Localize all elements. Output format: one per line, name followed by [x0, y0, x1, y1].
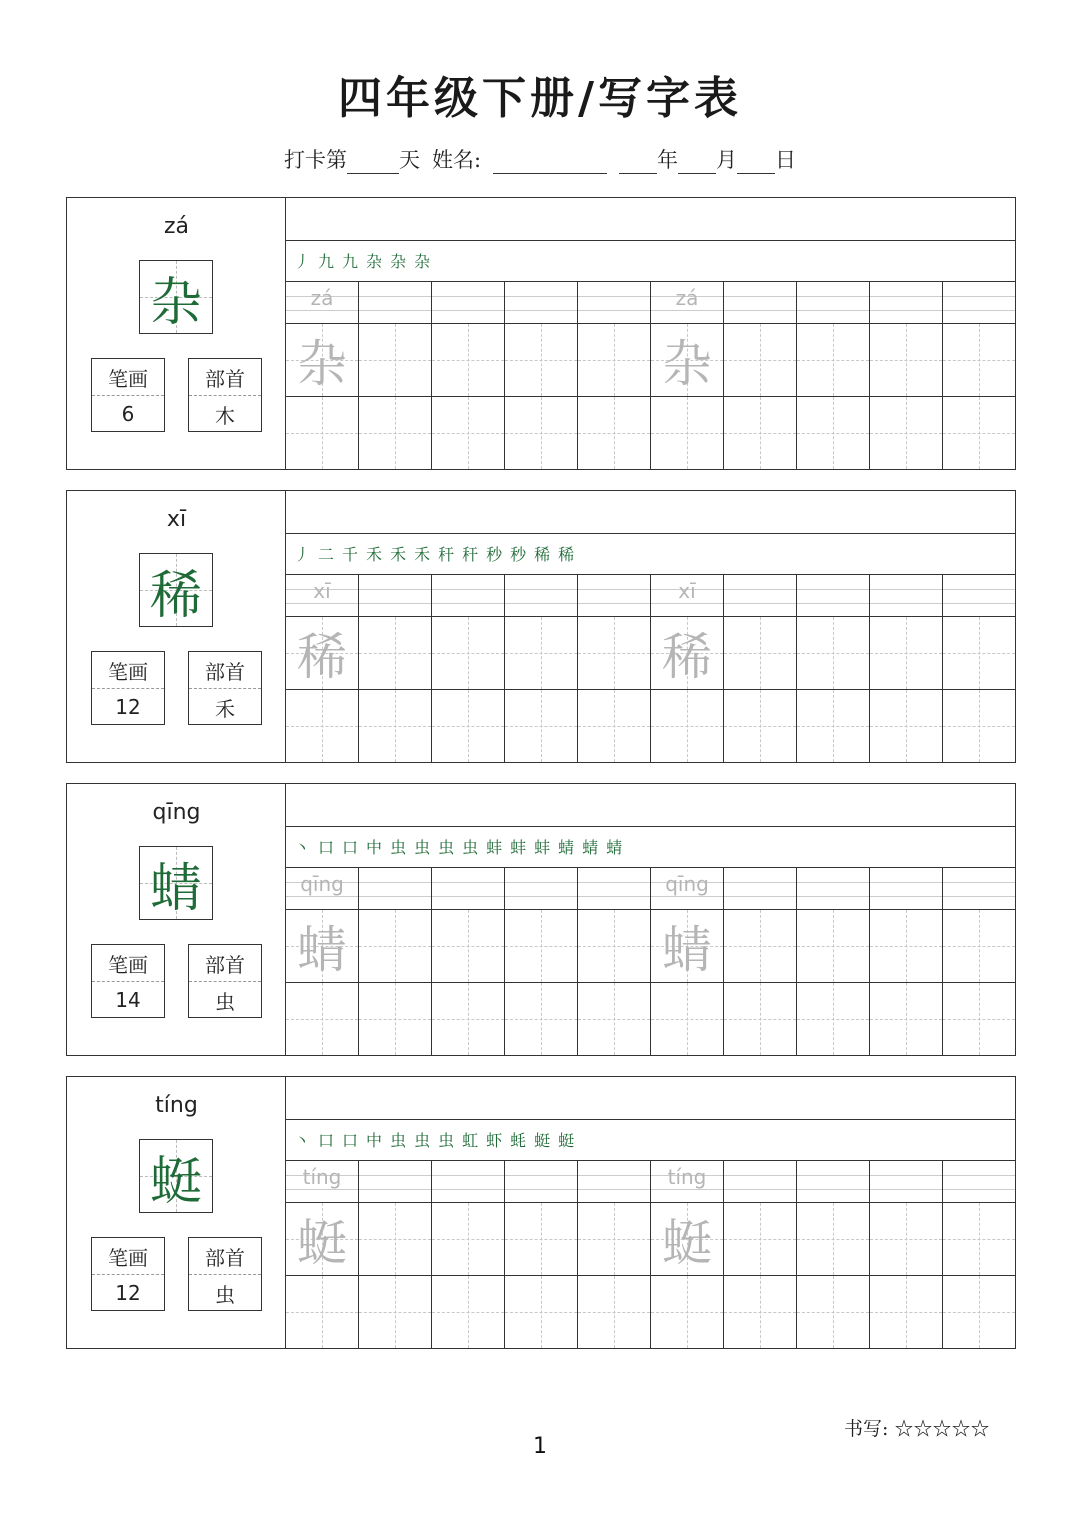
stroke-count-box — [91, 944, 165, 1018]
trace-pinyin: tíng — [302, 1165, 342, 1189]
radical-box — [188, 1237, 262, 1311]
pinyin-writing-cell[interactable] — [286, 282, 359, 324]
stroke-step: 九 — [318, 252, 335, 271]
stroke-step: 中 — [366, 1131, 383, 1150]
character-writing-cell[interactable] — [870, 690, 943, 762]
character-writing-cell[interactable] — [724, 397, 797, 469]
pinyin-writing-cell[interactable] — [943, 282, 1015, 324]
character-writing-cell[interactable] — [286, 690, 359, 762]
pinyin-writing-cell[interactable] — [724, 282, 797, 324]
stroke-order-row — [286, 826, 1015, 868]
stroke-step: 虫 — [390, 838, 407, 857]
stroke-step: 杂 — [390, 252, 407, 271]
pinyin-writing-cell[interactable] — [870, 282, 943, 324]
character-writing-cell[interactable] — [797, 1203, 870, 1276]
character-writing-cell[interactable] — [432, 397, 505, 469]
character-writing-cell[interactable] — [943, 910, 1015, 983]
stroke-step: 禾 — [366, 545, 383, 564]
pinyin-writing-cell[interactable] — [870, 1161, 943, 1203]
character-writing-cell[interactable] — [651, 324, 724, 397]
stroke-step: 丿 — [294, 252, 311, 271]
character-writing-cell[interactable] — [724, 1203, 797, 1276]
radical-value: 虫 — [215, 1282, 235, 1307]
checkin-prefix: 打卡第 — [283, 148, 347, 172]
character-writing-cell[interactable] — [359, 983, 432, 1055]
notes-row[interactable] — [286, 1077, 1015, 1120]
character-writing-cell[interactable] — [724, 983, 797, 1055]
character-writing-cell[interactable] — [724, 1276, 797, 1348]
character-block — [66, 783, 1016, 1056]
stroke-step: 秒 — [510, 545, 527, 564]
stroke-step: 稀 — [534, 545, 551, 564]
stroke-count-value: 12 — [115, 1281, 141, 1305]
trace-character: 杂 — [662, 335, 712, 393]
character-writing-cell[interactable] — [651, 1276, 724, 1348]
character-writing-cell[interactable] — [432, 1276, 505, 1348]
pinyin-writing-cell[interactable] — [797, 282, 870, 324]
radical-value: 虫 — [215, 989, 235, 1014]
pinyin-writing-cell[interactable] — [797, 1161, 870, 1203]
character-writing-cell[interactable] — [724, 617, 797, 690]
model-character-box — [139, 1139, 213, 1213]
character-writing-cell[interactable] — [870, 324, 943, 397]
stroke-step: 杂 — [366, 252, 383, 271]
character-writing-cell[interactable] — [578, 690, 651, 762]
character-block — [66, 1076, 1016, 1349]
practice-area — [286, 1077, 1015, 1348]
name-blank[interactable] — [493, 151, 607, 174]
trace-pinyin: zá — [310, 286, 334, 310]
model-character-box — [139, 553, 213, 627]
character-writing-cell[interactable] — [432, 1203, 505, 1276]
character-writing-cell[interactable] — [943, 690, 1015, 762]
radical-value: 木 — [215, 403, 235, 428]
radical-label: 部首 — [189, 359, 261, 396]
character-writing-cell[interactable] — [578, 397, 651, 469]
character-writing-cell[interactable] — [505, 690, 578, 762]
stroke-step: 虫 — [414, 1131, 431, 1150]
model-character-box — [139, 260, 213, 334]
stroke-step: 蚌 — [510, 838, 527, 857]
stroke-step: 口 — [318, 838, 335, 857]
stroke-count-value: 14 — [115, 988, 141, 1012]
model-character-box — [139, 846, 213, 920]
notes-row[interactable] — [286, 491, 1015, 534]
character-writing-cell[interactable] — [943, 983, 1015, 1055]
character-writing-cell[interactable] — [359, 324, 432, 397]
character-writing-cell[interactable] — [651, 1203, 724, 1276]
stroke-step: 虫 — [438, 838, 455, 857]
day-blank[interactable] — [737, 151, 775, 174]
stroke-step: 千 — [342, 545, 359, 564]
stroke-step: 丿 — [294, 545, 311, 564]
pinyin-writing-cell[interactable] — [578, 282, 651, 324]
stroke-step: 秒 — [486, 545, 503, 564]
stroke-step: 虫 — [462, 838, 479, 857]
pinyin-writing-cell[interactable] — [578, 1161, 651, 1203]
stroke-step: 禾 — [414, 545, 431, 564]
year-label: 年 — [657, 148, 679, 172]
character-writing-cell[interactable] — [432, 617, 505, 690]
stroke-step: 蜓 — [534, 1131, 551, 1150]
day-label: 日 — [775, 148, 797, 172]
trace-character: 蜓 — [297, 1214, 347, 1272]
trace-pinyin: xī — [313, 579, 331, 603]
character-writing-cell[interactable] — [797, 983, 870, 1055]
radical-label: 部首 — [189, 945, 261, 982]
stroke-step: 杂 — [414, 252, 431, 271]
checkin-day-blank[interactable] — [347, 151, 399, 174]
stroke-step: 虫 — [390, 1131, 407, 1150]
trace-pinyin: tíng — [667, 1165, 707, 1189]
writing-grid — [286, 1161, 1015, 1348]
pinyin-writing-cell[interactable] — [286, 868, 359, 910]
character-writing-cell[interactable] — [286, 324, 359, 397]
character-writing-cell[interactable] — [505, 324, 578, 397]
trace-character: 稀 — [297, 628, 347, 686]
stroke-step: 丶 — [294, 838, 311, 857]
stroke-step: 蜻 — [558, 838, 575, 857]
pinyin-writing-cell[interactable] — [359, 575, 432, 617]
character-writing-cell[interactable] — [505, 397, 578, 469]
month-label: 月 — [716, 148, 738, 172]
character-writing-cell[interactable] — [505, 1203, 578, 1276]
pinyin-writing-cell[interactable] — [286, 575, 359, 617]
model-character: 杂 — [149, 272, 202, 333]
stroke-step: 丶 — [294, 1131, 311, 1150]
page-title: 四年级下册/写字表 — [337, 73, 743, 124]
year-blank[interactable] — [619, 151, 657, 174]
stroke-count-label: 笔画 — [92, 1238, 164, 1275]
stroke-step: 中 — [366, 838, 383, 857]
pinyin-writing-cell[interactable] — [943, 575, 1015, 617]
character-writing-cell[interactable] — [724, 324, 797, 397]
pinyin-writing-cell[interactable] — [870, 868, 943, 910]
stroke-step: 秆 — [438, 545, 455, 564]
character-writing-cell[interactable] — [432, 910, 505, 983]
pinyin-writing-cell[interactable] — [359, 282, 432, 324]
character-writing-cell[interactable] — [651, 617, 724, 690]
stroke-step: 禾 — [390, 545, 407, 564]
model-character: 蜻 — [149, 858, 202, 919]
month-blank[interactable] — [678, 151, 716, 174]
character-writing-cell[interactable] — [359, 690, 432, 762]
stroke-step: 蚝 — [510, 1131, 527, 1150]
stroke-step: 蚌 — [534, 838, 551, 857]
pinyin-writing-cell[interactable] — [578, 575, 651, 617]
trace-character: 蜻 — [662, 921, 712, 979]
character-writing-cell[interactable] — [797, 1276, 870, 1348]
pinyin-writing-cell[interactable] — [797, 575, 870, 617]
pinyin-writing-cell[interactable] — [797, 868, 870, 910]
radical-box — [188, 651, 262, 725]
trace-character: 稀 — [662, 628, 712, 686]
checkin-suffix: 天 — [398, 148, 420, 172]
character-info-panel — [67, 491, 286, 762]
character-writing-cell[interactable] — [943, 1276, 1015, 1348]
character-writing-cell[interactable] — [870, 397, 943, 469]
stroke-step: 秆 — [462, 545, 479, 564]
character-writing-cell[interactable] — [943, 617, 1015, 690]
model-character: 蜓 — [149, 1151, 202, 1212]
stroke-step: 蚌 — [486, 838, 503, 857]
pinyin-writing-cell[interactable] — [724, 868, 797, 910]
pinyin-writing-cell[interactable] — [870, 575, 943, 617]
character-info-panel — [67, 784, 286, 1055]
model-character: 稀 — [149, 565, 202, 626]
writing-rating[interactable]: 书写: ☆☆☆☆☆ — [844, 1418, 990, 1440]
character-writing-cell[interactable] — [432, 690, 505, 762]
trace-pinyin: zá — [675, 286, 699, 310]
trace-character: 杂 — [297, 335, 347, 393]
stroke-count-box — [91, 1237, 165, 1311]
character-writing-cell[interactable] — [797, 617, 870, 690]
character-writing-cell[interactable] — [359, 1276, 432, 1348]
pinyin-writing-cell[interactable] — [724, 575, 797, 617]
practice-area — [286, 491, 1015, 762]
writing-grid — [286, 575, 1015, 762]
character-writing-cell[interactable] — [286, 983, 359, 1055]
pinyin-writing-cell[interactable] — [432, 575, 505, 617]
stroke-count-label: 笔画 — [92, 359, 164, 396]
character-info-panel — [67, 198, 286, 469]
character-writing-cell[interactable] — [870, 1276, 943, 1348]
character-writing-cell[interactable] — [359, 910, 432, 983]
stroke-step: 虾 — [486, 1131, 503, 1150]
character-writing-cell[interactable] — [870, 617, 943, 690]
notes-row[interactable] — [286, 784, 1015, 827]
character-writing-cell[interactable] — [505, 910, 578, 983]
character-writing-cell[interactable] — [359, 397, 432, 469]
name-label: 姓名: — [431, 148, 482, 172]
trace-pinyin: xī — [678, 579, 696, 603]
character-writing-cell[interactable] — [943, 324, 1015, 397]
pinyin-label: zá — [163, 214, 190, 239]
character-writing-cell[interactable] — [943, 397, 1015, 469]
character-writing-cell[interactable] — [651, 690, 724, 762]
notes-row[interactable] — [286, 198, 1015, 241]
character-writing-cell[interactable] — [505, 617, 578, 690]
radical-value: 禾 — [215, 696, 235, 721]
character-writing-cell[interactable] — [286, 397, 359, 469]
trace-character: 蜓 — [662, 1214, 712, 1272]
pinyin-writing-cell[interactable] — [724, 1161, 797, 1203]
character-writing-cell[interactable] — [359, 617, 432, 690]
pinyin-writing-cell[interactable] — [432, 868, 505, 910]
writing-grid — [286, 868, 1015, 1055]
stroke-step: 蜓 — [558, 1131, 575, 1150]
character-writing-cell[interactable] — [578, 324, 651, 397]
pinyin-writing-cell[interactable] — [651, 868, 724, 910]
character-writing-cell[interactable] — [286, 1203, 359, 1276]
character-writing-cell[interactable] — [870, 1203, 943, 1276]
character-writing-cell[interactable] — [797, 910, 870, 983]
stroke-step: 稀 — [558, 545, 575, 564]
pinyin-writing-cell[interactable] — [359, 868, 432, 910]
character-writing-cell[interactable] — [797, 324, 870, 397]
pinyin-writing-cell[interactable] — [578, 868, 651, 910]
stroke-step: 九 — [342, 252, 359, 271]
character-writing-cell[interactable] — [651, 910, 724, 983]
stroke-order-row — [286, 240, 1015, 282]
character-writing-cell[interactable] — [578, 1203, 651, 1276]
character-writing-cell[interactable] — [870, 983, 943, 1055]
pinyin-writing-cell[interactable] — [505, 282, 578, 324]
character-writing-cell[interactable] — [505, 1276, 578, 1348]
stroke-order-row — [286, 533, 1015, 575]
character-writing-cell[interactable] — [286, 910, 359, 983]
character-writing-cell[interactable] — [578, 910, 651, 983]
character-writing-cell[interactable] — [432, 324, 505, 397]
stroke-step: 虫 — [414, 838, 431, 857]
character-writing-cell[interactable] — [797, 690, 870, 762]
character-info-panel — [67, 1077, 286, 1348]
trace-pinyin: qīng — [665, 872, 709, 896]
stroke-step: 口 — [342, 838, 359, 857]
pinyin-writing-cell[interactable] — [432, 1161, 505, 1203]
practice-area — [286, 198, 1015, 469]
character-writing-cell[interactable] — [359, 1203, 432, 1276]
pinyin-writing-cell[interactable] — [943, 868, 1015, 910]
stroke-count-label: 笔画 — [92, 945, 164, 982]
pinyin-writing-cell[interactable] — [505, 1161, 578, 1203]
stroke-step: 虹 — [462, 1131, 479, 1150]
trace-pinyin: qīng — [300, 872, 344, 896]
stroke-count-label: 笔画 — [92, 652, 164, 689]
pinyin-label: qīng — [152, 800, 201, 825]
stroke-order-row — [286, 1119, 1015, 1161]
pinyin-label: xī — [166, 507, 187, 532]
pinyin-writing-cell[interactable] — [432, 282, 505, 324]
trace-character: 蜻 — [297, 921, 347, 979]
radical-label: 部首 — [189, 652, 261, 689]
pinyin-writing-cell[interactable] — [651, 282, 724, 324]
stroke-count-value: 12 — [115, 695, 141, 719]
character-writing-cell[interactable] — [724, 910, 797, 983]
pinyin-writing-cell[interactable] — [286, 1161, 359, 1203]
pinyin-writing-cell[interactable] — [359, 1161, 432, 1203]
stroke-step: 虫 — [438, 1131, 455, 1150]
character-writing-cell[interactable] — [651, 983, 724, 1055]
character-writing-cell[interactable] — [943, 1203, 1015, 1276]
stroke-step: 口 — [342, 1131, 359, 1150]
character-writing-cell[interactable] — [578, 617, 651, 690]
stroke-count-box — [91, 651, 165, 725]
radical-label: 部首 — [189, 1238, 261, 1275]
character-writing-cell[interactable] — [651, 397, 724, 469]
character-writing-cell[interactable] — [286, 617, 359, 690]
stroke-step: 二 — [318, 545, 335, 564]
character-writing-cell[interactable] — [797, 397, 870, 469]
pinyin-label: tíng — [155, 1093, 198, 1118]
writing-grid — [286, 282, 1015, 469]
stroke-step: 蜻 — [606, 838, 623, 857]
stroke-step: 蜻 — [582, 838, 599, 857]
character-writing-cell[interactable] — [286, 1276, 359, 1348]
character-writing-cell[interactable] — [870, 910, 943, 983]
character-writing-cell[interactable] — [578, 983, 651, 1055]
pinyin-writing-cell[interactable] — [651, 575, 724, 617]
stroke-count-box — [91, 358, 165, 432]
practice-area — [286, 784, 1015, 1055]
radical-box — [188, 944, 262, 1018]
character-writing-cell[interactable] — [432, 983, 505, 1055]
pinyin-writing-cell[interactable] — [651, 1161, 724, 1203]
character-writing-cell[interactable] — [578, 1276, 651, 1348]
stroke-step: 口 — [318, 1131, 335, 1150]
character-writing-cell[interactable] — [724, 690, 797, 762]
pinyin-writing-cell[interactable] — [505, 575, 578, 617]
pinyin-writing-cell[interactable] — [943, 1161, 1015, 1203]
character-writing-cell[interactable] — [505, 983, 578, 1055]
character-block — [66, 197, 1016, 470]
stroke-count-value: 6 — [121, 402, 135, 426]
pinyin-writing-cell[interactable] — [505, 868, 578, 910]
checkin-info-line — [0, 144, 1080, 174]
character-block — [66, 490, 1016, 763]
page-number: 1 — [533, 1434, 547, 1459]
radical-box — [188, 358, 262, 432]
